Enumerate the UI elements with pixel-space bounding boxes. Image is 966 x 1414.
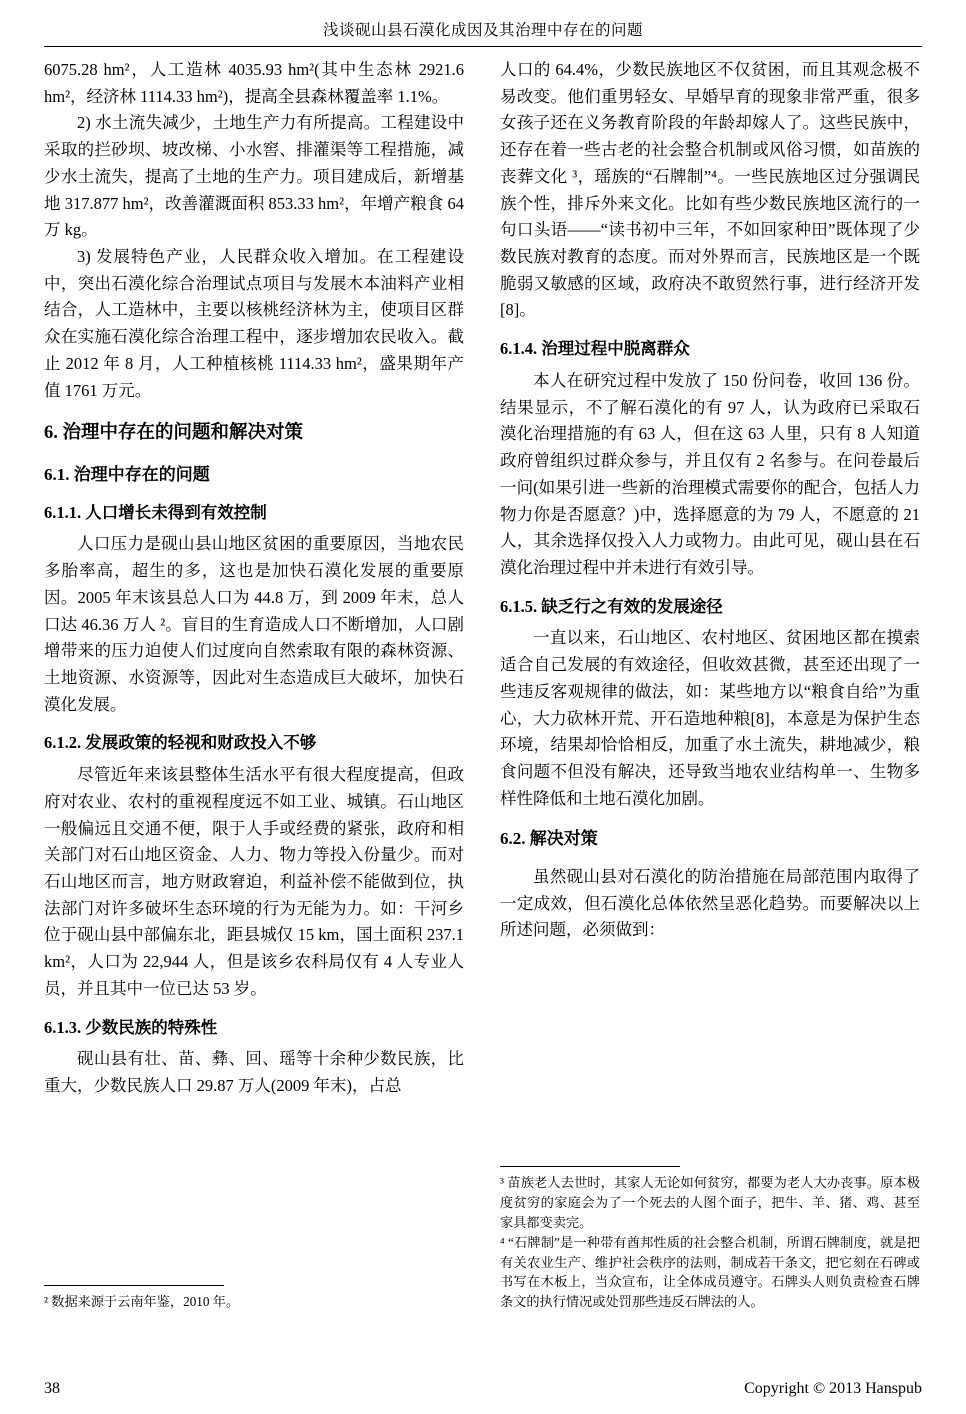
left-footnote-block (44, 1275, 464, 1312)
page-footer (44, 1380, 922, 1398)
running-head: 浅谈砚山县石漠化成因及其治理中存在的问题 (322, 22, 643, 39)
left-column (44, 57, 464, 1312)
paragraph-6-1-5: 一直以来，石山地区、农村地区、贫困地区都在摸索适合自己发展的有效途径，但收效甚微，甚至还出现了一些违反客观规律的做法，如：某些地方以“粮食自给”为重心，大力砍林开荒、开石造地种粮[8]，本意是为保护生态环境，结果却恰恰相反，加重了水土流失，耕地减少，粮食问题不但没有解决，还导致当地农业结构单一、生物多样性降低和土地石漠化加剧。 (500, 628, 920, 808)
page-number: 38 (44, 1380, 60, 1397)
heading-section-6-1-3: 6.1.3. 少数民族的特殊性 (44, 1017, 218, 1037)
paragraph-item-3: 3) 发展特色产业，人民群众收入增加。在工程建设中，突出石漠化综合治理试点项目与发展木本油料产业相结合，人工造林中，主要以核桃经济林为主，使项目区群众在实施石漠化综合治理工程中，逐步增加农民收入。截止 2012 年 8 月，人工种植核桃 1114.33 hm²，盛果期年产值 1761 万元。 (44, 247, 464, 400)
paragraph-6-1-4: 本人在研究过程中发放了 150 份问卷，收回 136 份。结果显示，不了解石漠化的有 97 人，认为政府已采取石漠化治理措施的有 63 人，但在这 63 人里，只有 8 人知道政府曾组织过群众参与，并且仅有 2 名参与。在问卷最后一问(如果引进一些新的治理模式需要你的配合，包括人力物力你是否愿意？)中，选择愿意的为 79 人，不愿意的 21 人，其余选择仅投入人力或物力。由此可见，砚山县在石漠化治理过程中并未进行有效引导。 (500, 370, 920, 577)
copyright-notice: Copyright © 2013 Hanspub (744, 1380, 922, 1397)
paragraph-6-1-3: 砚山县有壮、苗、彝、回、瑶等十余种少数民族，比重大，少数民族人口 29.87 万人(2009 年末)，占总 (44, 1049, 464, 1096)
heading-section-6-1-5: 6.1.5. 缺乏行之有效的发展途径 (500, 596, 723, 616)
heading-section-6-1-4: 6.1.4. 治理过程中脱离群众 (500, 339, 690, 359)
heading-section-6-1-2: 6.1.2. 发展政策的轻视和财政投入不够 (44, 733, 317, 753)
footnote-divider (44, 1285, 224, 1286)
paragraph-6-2: 虽然砚山县对石漠化的防治措施在局部范围内取得了一定成效，但石漠化总体依然呈恶化趋势。而要解决以上所述问题，必须做到： (500, 866, 920, 940)
heading-section-6-1: 6.1. 治理中存在的问题 (44, 465, 210, 485)
paragraph-item-2: 2) 水土流失减少，土地生产力有所提高。工程建设中采取的拦砂坝、坡改梯、小水窖、排灌渠等工程措施，减少水土流失，提高了土地的生产力。项目建成后，新增基地 317.877 hm²，改善灌溉面积 853.33 hm²，年增产粮食 64 万 kg。 (44, 113, 464, 240)
paragraph-6-1-2: 尽管近年来该县整体生活水平有很大程度提高，但政府对农业、农村的重视程度远不如工业、城镇。石山地区一般偏远且交通不便，限于人手或经费的紧张，政府和相关部门对石山地区资金、人力、物力等投入份量少。而对石山地区而言，地方财政窘迫，利益补偿不能做到位，执法部门对许多破坏生态环境的行为无能为力。如：干河乡位于砚山县中部偏东北，距县城仅 15 km，国土面积 237.1 km²，人口为 22,944 人，但是该乡农科局仅有 4 人专业人员，并且其中一位已达 53 岁。 (44, 765, 464, 998)
footnote-divider (500, 1166, 680, 1167)
heading-section-6-1-1: 6.1.1. 人口增长未得到有效控制 (44, 502, 267, 522)
footnote-2: ² 数据来源于云南年鉴，2010 年。 (44, 1294, 240, 1310)
header-divider (44, 46, 922, 47)
footnote-3: ³ 苗族老人去世时，其家人无论如何贫穷，都要为老人大办丧事。原本极度贫穷的家庭会为了一个死去的人图个面子，把牛、羊、猪、鸡、甚至家具都变卖完。 (500, 1175, 920, 1231)
heading-section-6: 6. 治理中存在的问题和解决对策 (44, 423, 304, 444)
paragraph-continued: 6075.28 hm²，人工造林 4035.93 hm²(其中生态林 2921.6 hm²，经济林 1114.33 hm²)，提高全县森林覆盖率 1.1%。 (44, 60, 464, 106)
heading-section-6-2: 6.2. 解决对策 (500, 829, 598, 849)
right-column (500, 57, 920, 1312)
two-column-body (44, 57, 922, 1312)
footnote-4: ⁴ “石牌制”是一种带有酋邦性质的社会整合机制，所谓石牌制度，就是把有关农业生产、维护社会秩序的法则，制成若干条文，把它刻在石碑或书写在木板上，当众宣布，让全体成员遵守。石牌头人则负责检查石牌条文的执行情况或处罚那些违反石牌法的人。 (500, 1234, 920, 1310)
paragraph-6-1-1: 人口压力是砚山县山地区贫困的重要原因，当地农民多胎率高，超生的多，这也是加快石漠化发展的重要原因。2005 年末该县总人口为 44.8 万，到 2009 年末，总人口达 46.36 万人 ²。盲目的生育造成人口不断增加，人口剧增带来的压力迫使人们过度向自然索取有限的森林资源、土地资源、水资源等，因此对生态造成巨大破坏，加快石漠化发展。 (44, 534, 464, 714)
paragraph-6-1-3-continued: 人口的 64.4%，少数民族地区不仅贫困，而且其观念极不易改变。他们重男轻女、早婚早育的现象非常严重，很多女孩子还在义务教育阶段的年龄却嫁人了。这些民族中，还存在着一些古老的社会整合机制或风俗习惯，如苗族的丧葬文化 ³，瑶族的“石牌制”⁴。一些民族地区过分强调民族个性，排斥外来文化。比如有些少数民族地区流行的一句口头语——“读书初中三年，不如回家种田”既体现了少数民族对教育的态度。而对外界而言，民族地区是一个既脆弱又敏感的区域，政府决不敢贸然行事，进行经济开发[8]。 (500, 60, 920, 320)
right-footnote-block (500, 1156, 920, 1312)
